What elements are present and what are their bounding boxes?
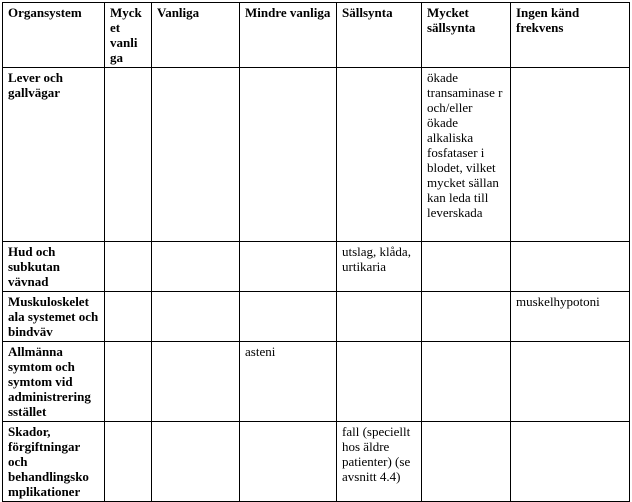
row-organ-label: Skador, förgiftningar och behandlingsko mplikationer: [3, 422, 105, 502]
table-cell: [152, 68, 240, 242]
table-cell: [337, 292, 422, 342]
header-mindre-vanliga: Mindre vanliga: [240, 3, 337, 68]
table-cell: [511, 342, 630, 422]
header-row: [3, 3, 630, 68]
table-row: [3, 422, 630, 502]
table-row: [3, 68, 630, 242]
table-row: [3, 342, 630, 422]
table-cell: [240, 242, 337, 292]
table-cell: [152, 292, 240, 342]
table-cell: utslag, klåda, urtikaria: [337, 242, 422, 292]
table-row: [3, 292, 630, 342]
table-cell: [422, 342, 511, 422]
table-cell: [105, 342, 152, 422]
table-cell: fall (speciellt hos äldre patienter) (se avsnitt 4.4): [337, 422, 422, 502]
table-cell: [240, 68, 337, 242]
row-organ-label: Muskuloskelet ala systemet och bindväv: [3, 292, 105, 342]
table-cell: ökade transaminase r och/eller ökade alkaliska fosfataser i blodet, vilket mycket sällan kan leda till leverskada: [422, 68, 511, 242]
table-cell: [105, 292, 152, 342]
table-cell: asteni: [240, 342, 337, 422]
row-organ-label: Hud och subkutan vävnad: [3, 242, 105, 292]
header-mycket-vanliga: Myck et vanli ga: [105, 3, 152, 68]
row-organ-label: Lever och gallvägar: [3, 68, 105, 242]
table-cell: [240, 292, 337, 342]
table-cell: muskelhypotoni: [511, 292, 630, 342]
table-cell: [240, 422, 337, 502]
adverse-reactions-table: [2, 2, 630, 502]
table-row: [3, 242, 630, 292]
table-cell: [105, 242, 152, 292]
table-cell: [105, 68, 152, 242]
table-cell: [152, 242, 240, 292]
table-cell: [152, 342, 240, 422]
table-cell: [105, 422, 152, 502]
header-sallsynta: Sällsynta: [337, 3, 422, 68]
header-vanliga: Vanliga: [152, 3, 240, 68]
table-cell: [337, 342, 422, 422]
header-organsystem: Organsystem: [3, 3, 105, 68]
table-cell: [511, 242, 630, 292]
table-cell: [337, 68, 422, 242]
header-mycket-sallsynta: Mycket sällsynta: [422, 3, 511, 68]
table-cell: [511, 68, 630, 242]
table-cell: [152, 422, 240, 502]
table-cell: [511, 422, 630, 502]
table-cell: [422, 292, 511, 342]
header-ingen-kand-frekvens: Ingen känd frekvens: [511, 3, 630, 68]
row-organ-label: Allmänna symtom och symtom vid administrering sstället: [3, 342, 105, 422]
table-cell: [422, 422, 511, 502]
table-cell: [422, 242, 511, 292]
